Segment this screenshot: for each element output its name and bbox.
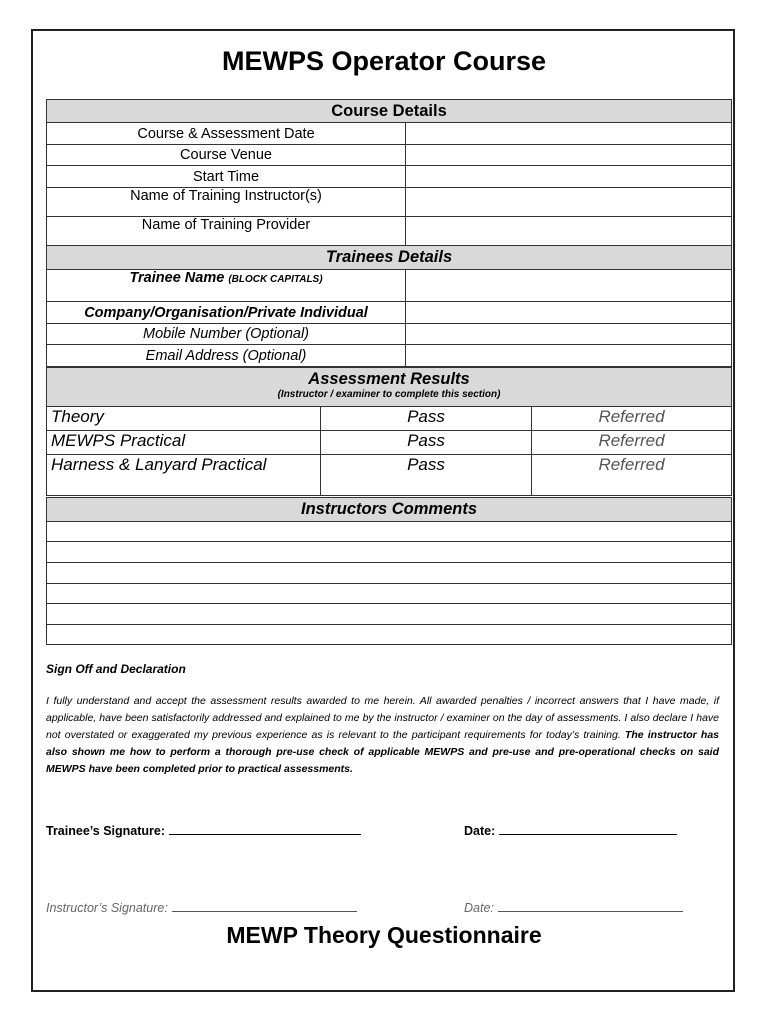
start-time-label: Start Time	[47, 166, 406, 188]
assessment-title: Assessment Results	[308, 370, 470, 388]
assessment-name: Theory	[47, 407, 321, 431]
assessment-name: MEWPS Practical	[47, 431, 321, 455]
company-field[interactable]	[406, 302, 732, 324]
instructor-date-line[interactable]	[498, 899, 683, 912]
referred-option[interactable]: Referred	[532, 431, 732, 455]
pass-option[interactable]: Pass	[321, 455, 532, 496]
referred-option[interactable]: Referred	[532, 455, 732, 496]
course-details-header: Course Details	[47, 100, 732, 123]
pass-option[interactable]: Pass	[321, 431, 532, 455]
trainee-signature-line[interactable]	[169, 822, 361, 835]
referred-option[interactable]: Referred	[532, 407, 732, 431]
declaration-text	[46, 693, 719, 778]
assessment-header	[47, 368, 732, 407]
email-label: Email Address (Optional)	[47, 345, 406, 367]
course-venue-label: Course Venue	[47, 145, 406, 166]
comments-table	[46, 497, 732, 645]
declaration-bold: The instructor has also shown me how to perform a thorough pre-use check of applicable MEWPS and pre-use and pre-operational checks on said MEWPS have been completed prior to practical assessments.	[46, 729, 720, 775]
comment-line[interactable]	[47, 522, 732, 542]
trainee-signature	[46, 822, 361, 838]
trainee-date-line[interactable]	[499, 822, 677, 835]
email-field[interactable]	[406, 345, 732, 367]
company-label: Company/Organisation/Private Individual	[47, 302, 406, 324]
comment-line[interactable]	[47, 625, 732, 645]
trainee-name-text: Trainee Name	[129, 270, 225, 286]
training-provider-field[interactable]	[406, 217, 732, 246]
instructor-date	[464, 899, 683, 915]
assessment-name: Harness & Lanyard Practical	[47, 455, 321, 496]
instructor-name-field[interactable]	[406, 188, 732, 217]
trainee-name-field[interactable]	[406, 270, 732, 302]
trainee-name-label	[47, 270, 406, 302]
pass-option[interactable]: Pass	[321, 407, 532, 431]
trainee-date-label: Date:	[464, 824, 496, 838]
comment-line[interactable]	[47, 542, 732, 563]
comment-line[interactable]	[47, 604, 732, 625]
declaration-heading: Sign Off and Declaration	[46, 662, 186, 676]
trainee-date	[464, 822, 677, 838]
assessment-subtitle: (Instructor / examiner to complete this section)	[277, 389, 501, 400]
trainees-details-header: Trainees Details	[47, 246, 732, 270]
start-time-field[interactable]	[406, 166, 732, 188]
footer-title: MEWP Theory Questionnaire	[226, 922, 542, 948]
course-venue-field[interactable]	[406, 145, 732, 166]
comment-line[interactable]	[47, 563, 732, 584]
comment-line[interactable]	[47, 584, 732, 604]
instructor-date-label: Date:	[464, 901, 494, 915]
trainee-signature-label: Trainee’s Signature:	[46, 824, 166, 838]
mobile-field[interactable]	[406, 324, 732, 345]
instructor-signature-line[interactable]	[172, 899, 357, 912]
comments-header: Instructors Comments	[47, 498, 732, 522]
block-capitals-note: (BLOCK CAPITALS)	[228, 274, 323, 285]
training-provider-label: Name of Training Provider	[47, 217, 406, 246]
assessment-table	[46, 367, 732, 496]
instructor-signature-label: Instructor’s Signature:	[46, 901, 168, 915]
mobile-label: Mobile Number (Optional)	[47, 324, 406, 345]
details-table	[46, 99, 732, 367]
page-title: MEWPS Operator Course	[221, 46, 547, 76]
course-date-label: Course & Assessment Date	[47, 123, 406, 145]
instructor-name-label: Name of Training Instructor(s)	[47, 188, 406, 217]
course-date-field[interactable]	[406, 123, 732, 145]
declaration-body: I fully understand and accept the assessment results awarded to me herein. All awarded penalties / incorrect answers that I have made, if applicable, have been satisfactorily addressed and explained to me by the instructor / examiner on the day of assessments. I also declare I have not overstated or exaggerated my previous experience as is relevant to the participant requirements for today’s training.	[46, 695, 719, 741]
instructor-signature	[46, 899, 357, 915]
